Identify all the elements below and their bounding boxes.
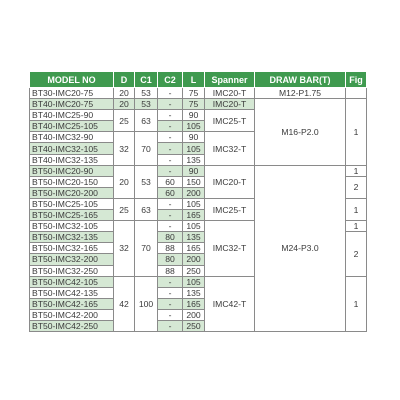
d-cell: 20 [114,99,135,110]
draw-bar-cell: M12-P1.75 [255,88,346,99]
l-cell: 135 [183,154,205,165]
fig-cell: 1 [346,276,367,331]
c2-cell: - [158,121,183,132]
l-cell: 200 [183,309,205,320]
model-cell: BT50-IMC42-200 [30,309,114,320]
d-cell: 20 [114,165,135,198]
d-cell: 20 [114,88,135,99]
spanner-cell: IMC25-T [205,110,255,132]
l-cell: 200 [183,187,205,198]
c2-cell: - [158,143,183,154]
table-row [30,99,367,110]
l-cell: 90 [183,110,205,121]
spanner-cell: IMC32-T [205,132,255,165]
l-cell: 135 [183,232,205,243]
c2-cell: 80 [158,232,183,243]
spanner-cell: IMC20-T [205,165,255,198]
d-cell: 32 [114,132,135,165]
model-cell: BT50-IMC20-200 [30,187,114,198]
c1-cell: 63 [135,198,158,220]
c2-cell: - [158,276,183,287]
model-cell: BT30-IMC20-75 [30,88,114,99]
spanner-cell: IMC32-T [205,221,255,276]
l-cell: 75 [183,88,205,99]
fig-cell: 2 [346,232,367,276]
fig-cell: 1 [346,165,367,176]
l-cell: 165 [183,210,205,221]
l-cell: 165 [183,243,205,254]
spanner-cell: IMC25-T [205,198,255,220]
l-cell: 105 [183,121,205,132]
model-cell: BT50-IMC32-165 [30,243,114,254]
c1-cell: 53 [135,88,158,99]
c2-cell: - [158,165,183,176]
c2-cell: - [158,132,183,143]
l-cell: 165 [183,298,205,309]
c2-cell: 80 [158,254,183,265]
d-cell: 25 [114,110,135,132]
l-cell: 105 [183,221,205,232]
spanner-cell: IMC20-T [205,88,255,99]
l-cell: 105 [183,276,205,287]
c2-cell: - [158,287,183,298]
header-model-no: MODEL NO [30,72,114,88]
fig-cell [346,88,367,99]
fig-cell: 1 [346,99,367,166]
c1-cell: 53 [135,165,158,198]
c2-cell: 60 [158,176,183,187]
l-cell: 105 [183,198,205,209]
model-cell: BT50-IMC20-90 [30,165,114,176]
l-cell: 135 [183,287,205,298]
model-cell: BT50-IMC32-200 [30,254,114,265]
c1-cell: 53 [135,99,158,110]
model-cell: BT50-IMC25-105 [30,198,114,209]
header-c2: C2 [158,72,183,88]
spanner-cell: IMC42-T [205,276,255,331]
model-cell: BT50-IMC42-250 [30,320,114,331]
draw-bar-cell: M16-P2.0 [255,99,346,166]
model-cell: BT50-IMC42-105 [30,276,114,287]
c2-cell: - [158,198,183,209]
c2-cell: - [158,99,183,110]
model-cell: BT40-IMC32-105 [30,143,114,154]
c2-cell: 60 [158,187,183,198]
model-cell: BT50-IMC25-165 [30,210,114,221]
c2-cell: - [158,309,183,320]
table-row [30,88,367,99]
header-spanner: Spanner [205,72,255,88]
fig-cell: 1 [346,221,367,232]
l-cell: 150 [183,176,205,187]
c2-cell: - [158,110,183,121]
l-cell: 200 [183,254,205,265]
l-cell: 105 [183,143,205,154]
l-cell: 250 [183,320,205,331]
model-cell: BT50-IMC42-165 [30,298,114,309]
fig-cell: 2 [346,176,367,198]
c2-cell: 88 [158,265,183,276]
c2-cell: 88 [158,243,183,254]
d-cell: 32 [114,221,135,276]
c1-cell: 63 [135,110,158,132]
model-cell: BT40-IMC20-75 [30,99,114,110]
header-l: L [183,72,205,88]
model-cell: BT40-IMC32-135 [30,154,114,165]
header-draw-bar: DRAW BAR(T) [255,72,346,88]
d-cell: 42 [114,276,135,331]
spanner-cell: IMC20-T [205,99,255,110]
table-row [30,165,367,176]
header-fig: Fig [346,72,367,88]
model-cell: BT40-IMC25-105 [30,121,114,132]
header-d: D [114,72,135,88]
c2-cell: - [158,320,183,331]
model-cell: BT50-IMC42-135 [30,287,114,298]
l-cell: 250 [183,265,205,276]
c2-cell: - [158,154,183,165]
model-cell: BT40-IMC32-90 [30,132,114,143]
header-c1: C1 [135,72,158,88]
header-row [30,72,367,88]
model-cell: BT40-IMC25-90 [30,110,114,121]
l-cell: 90 [183,165,205,176]
spec-table [29,71,367,332]
c2-cell: - [158,210,183,221]
c1-cell: 70 [135,132,158,165]
c2-cell: - [158,221,183,232]
l-cell: 75 [183,99,205,110]
fig-cell: 1 [346,198,367,220]
model-cell: BT50-IMC32-105 [30,221,114,232]
model-cell: BT50-IMC32-135 [30,232,114,243]
d-cell: 25 [114,198,135,220]
model-cell: BT50-IMC32-250 [30,265,114,276]
c2-cell: - [158,298,183,309]
model-cell: BT50-IMC20-150 [30,176,114,187]
c1-cell: 70 [135,221,158,276]
c1-cell: 100 [135,276,158,331]
c2-cell: - [158,88,183,99]
draw-bar-cell: M24-P3.0 [255,165,346,331]
l-cell: 90 [183,132,205,143]
